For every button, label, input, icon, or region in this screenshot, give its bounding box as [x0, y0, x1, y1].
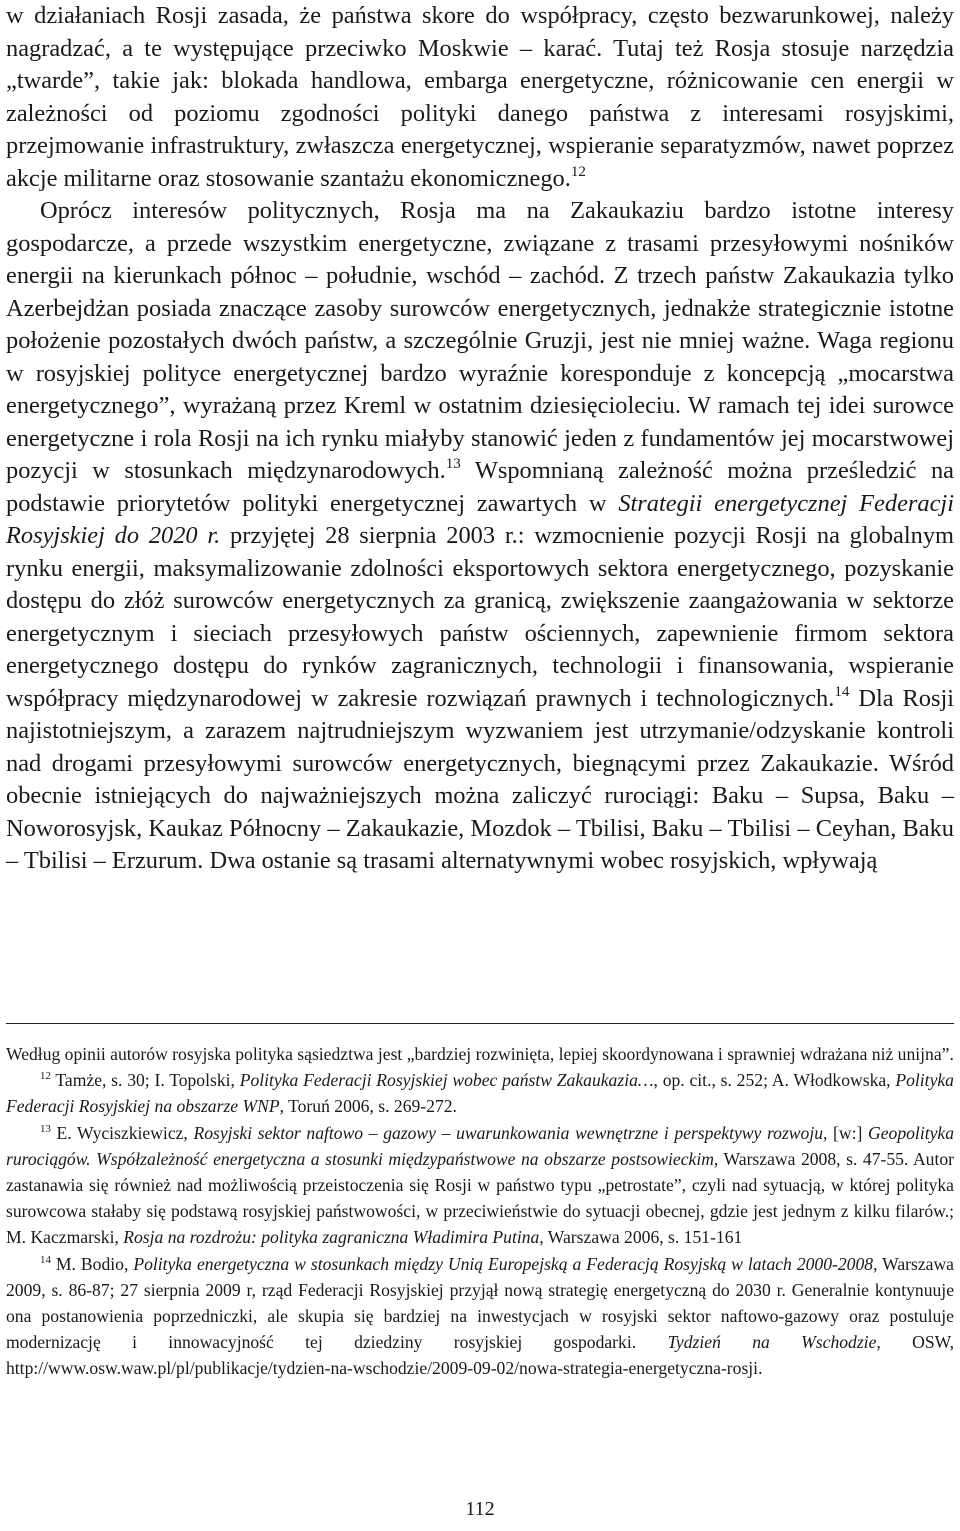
footnote-reference: 14 [834, 683, 850, 700]
document-title-italic: Strategii energetycznej Federacji Rosyjskiej do 2020 r. [6, 489, 954, 549]
footnote-14 [6, 1251, 954, 1382]
paragraph-text: Oprócz interesów politycznych, Rosja ma na Zakaukaziu bardzo istotne interesy gospodarcze, a przede wszystkim energetyczne, związane z trasami przesyłowymi nośników energii na kierunkach północ – południe, wschód – zachód. Z trzech państw Zakaukazia tylko Azerbejdżan posiada znaczące zasoby surowców energetycznych, jednakże strategicznie istotne położenie pozostałych dwóch państw, a szczególnie Gruzji, jest nie mniej ważne. Waga regionu w rosyjskiej polityce energetycznej bardzo wyraźnie koresponduje z koncepcją „mocarstwa energetycznego”, wyrażaną przez Kreml w ostatnim dziesięcioleciu. W ramach tej idei surowce energetyczne i rola Rosji na ich rynku miałyby stanowić jeden z fundamentów jej mocarstwowej pozycji w stosunkach międzynarodowych. [6, 197, 954, 484]
paragraph-text: przyjętej 28 sierpnia 2003 r.: wzmocnienie pozycji Rosji na globalnym rynku energii, maksymalizowanie zdolności eksportowych sektora energetycznego, pozyskanie dostępu do złóż surowców energetycznych za granicą, zwiększenie zaangażowania w sektorze energetycznym i sieciach przesyłowych państw ościennych, zapewnienie firmom sektora energetycznego dostępu do rynków zagranicznych, technologii i finansowania, wspieranie współpracy międzynarodowej w zakresie rozwiązań prawnych i technologicznych. [6, 522, 954, 712]
paragraph-energy-interests [6, 195, 954, 878]
footnote-text: Według opinii autorów rosyjska polityka sąsiedztwa jest „bardziej rozwinięta, lepiej skoordynowana i sprawniej wdrażana niż unijna”. [6, 1044, 954, 1064]
footnote-title: Rosyjski sektor naftowo – gazowy – uwarunkowania wewnętrzne i perspektywy rozwoju [193, 1122, 824, 1143]
document-page [6, 0, 954, 1531]
footnote-number: 14 [40, 1253, 51, 1266]
footnote-reference: 13 [445, 456, 461, 473]
footnote-text: , [w:] [823, 1122, 869, 1143]
footnote-title: Rosja na rozdrożu: polityka zagraniczna Władimira Putina [123, 1227, 540, 1248]
paragraph-text: Wspomnianą zależność można prześledzić na podstawie priorytetów polityki energetycznej zawartych w [6, 457, 954, 517]
footnote-title: Geopolityka rurociągów. Współzależność energetyczna a stosunki międzypaństwowe na obszarze postsowieckim [6, 1122, 955, 1169]
paragraph-text: w działaniach Rosji zasada, że państwa skore do współpracy, często bezwarunkowej, należy nagradzać, a te występujące przeciwko Moskwie – karać. Tutaj też Rosja stosuje narzędzia „twarde”, takie jak: blokada handlowa, embarga energetyczne, różnicowanie cen energii w zależności od poziomu zgodności polityki danego państwa z interesami rosyjskimi, przejmowanie infrastruktury, zwłaszcza energetycznej, wspieranie separatyzmów, nawet poprzez akcje militarne oraz stosowanie szantażu ekonomicznego. [6, 2, 954, 192]
footnote-title: Polityka energetyczna w stosunkach między Unią Europejską a Federacją Rosyjską w latach 2000-2008 [133, 1253, 874, 1274]
footnotes [6, 1041, 954, 1382]
footnote-separator [6, 1023, 954, 1024]
footnote-text: OSW, http://www.osw.waw.pl/pl/publikacje/tydzien-na-wschodzie/2009-09-02/nowa-strategia-energetyczna-rosji. [6, 1332, 954, 1379]
page-number: 112 [465, 1498, 495, 1520]
footnote-reference: 12 [570, 163, 586, 180]
footnote-text: , op. cit., s. 252; A. Włodkowska, [653, 1070, 896, 1091]
footnote-text: , Warszawa 2008, s. 47-55. Autor zastanawia się również nad możliwością przeistoczenia się Rosji w państwo typu „petrostate”, czyli nad sytuacją, w której polityka surowcowa stałaby się podstawą rosyjskiej państwowości, w przeciwieństwie do sytuacji obecnej, gdzie jest jednym z kilku filarów.; M. Kaczmarski, [6, 1148, 954, 1248]
footnote-text: , Warszawa 2009, s. 86-87; 27 sierpnia 2009 r, rząd Federacji Rosyjskiej przyjął nową strategię energetyczną do 2030 r. Generalnie kontynuuje ona postanowienia poprzedniczki, ale skupia się bardziej na inwestycjach w rosyjski sektor naftowo-gazowy oraz postuluje modernizację i innowacyjność tej dziedziny rosyjskiej gospodarki. [6, 1253, 954, 1353]
main-text [6, 0, 954, 878]
paragraph-continued [6, 0, 954, 195]
footnote-title: Tydzień na Wschodzie, [667, 1332, 881, 1353]
footnote-title: Polityka Federacji Rosyjskiej wobec państw Zakaukazia… [239, 1070, 654, 1091]
footnote-title: Polityka Federacji Rosyjskiej na obszarze WNP [6, 1070, 954, 1117]
footnote-text: , Warszawa 2006, s. 151-161 [539, 1227, 743, 1248]
footnote-text: M. Bodio, [50, 1253, 134, 1274]
footnote-text: Tamże, s. 30; I. Topolski, [50, 1070, 240, 1091]
footnote-text: , Toruń 2006, s. 269-272. [279, 1096, 457, 1117]
footnote-number: 12 [40, 1070, 51, 1083]
footnote-text: E. Wyciszkiewicz, [50, 1122, 194, 1143]
footnote-number: 13 [40, 1122, 51, 1135]
paragraph-text: Dla Rosji najistotniejszym, a zarazem najtrudniejszym wyzwaniem jest utrzymanie/odzyskanie kontroli nad drogami przesyłowymi surowców energetycznych, biegnącymi przez Zakaukazie. Wśród obecnie istniejących do najważniejszych można zaliczyć rurociągi: Baku – Supsa, Baku – Noworosyjsk, Kaukaz Północny – Zakaukazie, Mozdok – Tbilisi, Baku – Tbilisi – Ceyhan, Baku – Tbilisi – Erzurum. Dwa ostanie są trasami alternatywnymi wobec rosyjskich, wpływają [6, 684, 955, 874]
footnote-continuation [6, 1041, 954, 1067]
footnote-12 [6, 1067, 954, 1119]
footnote-13 [6, 1120, 954, 1251]
